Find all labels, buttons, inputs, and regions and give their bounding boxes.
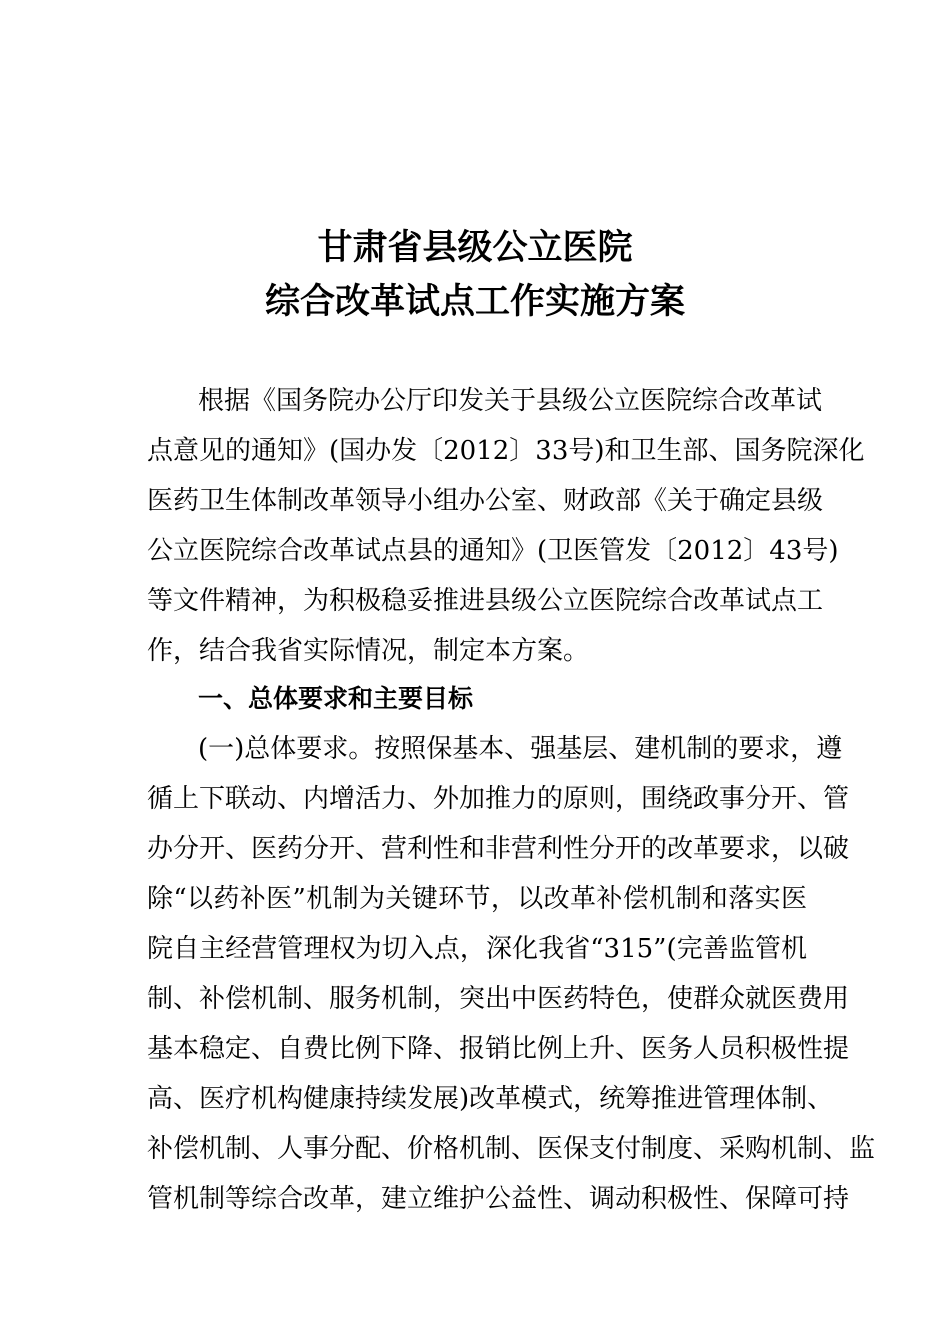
paragraph-2-line: 循上下联动、内增活力、外加推力的原则，围绕政事分开、管 bbox=[147, 784, 850, 814]
paragraph-2-line: 管机制等综合改革，建立维护公益性、调动积极性、保障可持 bbox=[147, 1184, 850, 1214]
paragraph-2-line: 院自主经营管理权为切入点，深化我省“315”(完善监管机 bbox=[147, 934, 807, 964]
paragraph-2-line: 基本稳定、自费比例下降、报销比例上升、医务人员积极性提 bbox=[147, 1034, 850, 1064]
document-title-line-2: 综合改革试点工作实施方案 bbox=[264, 282, 685, 322]
paragraph-1-line: 根据《国务院办公厅印发关于县级公立医院综合改革试 bbox=[198, 386, 823, 416]
paragraph-2-line: 高、医疗机构健康持续发展)改革模式，统筹推进管理体制、 bbox=[147, 1084, 834, 1114]
paragraph-1-line: 公立医院综合改革试点县的通知》(卫医管发〔2012〕43号) bbox=[147, 536, 839, 566]
paragraph-1-line: 点意见的通知》(国办发〔2012〕33号)和卫生部、国务院深化 bbox=[147, 436, 865, 466]
paragraph-2-line: (一)总体要求。按照保基本、强基层、建机制的要求，遵 bbox=[198, 734, 843, 764]
paragraph-2-line: 办分开、医药分开、营利性和非营利性分开的改革要求，以破 bbox=[147, 834, 850, 864]
paragraph-1-line: 作，结合我省实际情况，制定本方案。 bbox=[147, 636, 590, 666]
paragraph-2-line: 制、补偿机制、服务机制，突出中医药特色，使群众就医费用 bbox=[147, 984, 850, 1014]
paragraph-1-line: 等文件精神，为积极稳妥推进县级公立医院综合改革试点工 bbox=[147, 586, 824, 616]
paragraph-2-line: 除“以药补医”机制为关键环节，以改革补偿机制和落实医 bbox=[147, 884, 807, 914]
section-1-heading: 一、总体要求和主要目标 bbox=[198, 684, 474, 713]
paragraph-1-line: 医药卫生体制改革领导小组办公室、财政部《关于确定县级 bbox=[147, 486, 824, 516]
paragraph-2-line: 补偿机制、人事分配、价格机制、医保支付制度、采购机制、监 bbox=[147, 1134, 876, 1164]
document-title-line-1: 甘肃省县级公立医院 bbox=[317, 228, 633, 268]
